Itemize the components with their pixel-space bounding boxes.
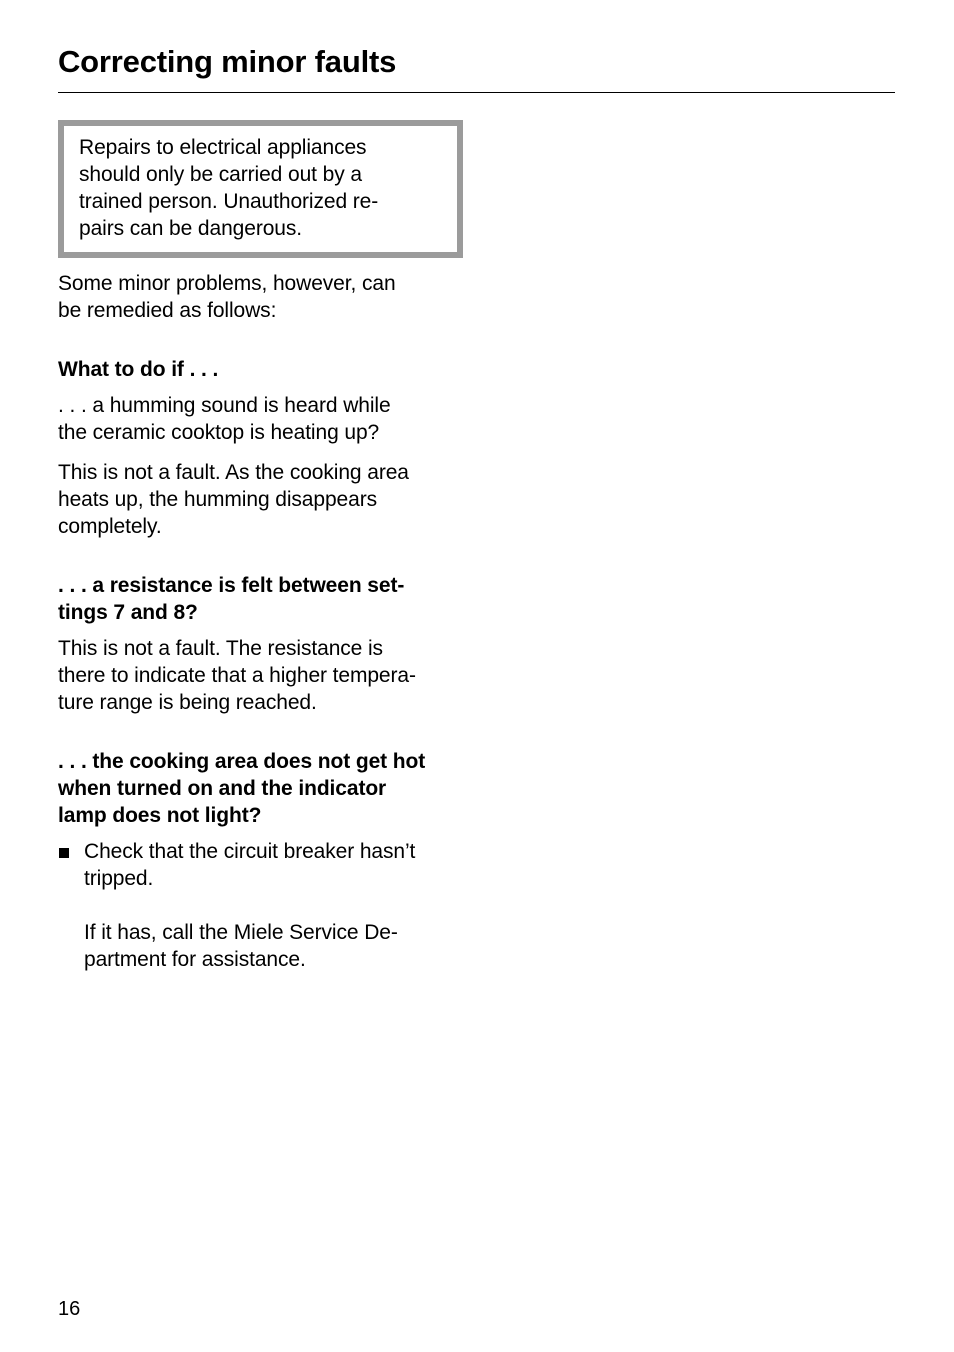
humming-question-line: the ceramic cooktop is heating up? bbox=[58, 421, 380, 444]
resistance-question-line: . . . a resistance is felt between set- bbox=[58, 574, 405, 597]
resistance-answer bbox=[58, 635, 463, 716]
followup-line: partment for assistance. bbox=[84, 948, 306, 971]
humming-answer-line: completely. bbox=[58, 515, 162, 538]
followup-line: If it has, call the Miele Service De- bbox=[84, 921, 398, 944]
circuit-breaker-bullet bbox=[58, 838, 463, 892]
warning-line: Repairs to electrical appliances bbox=[79, 136, 367, 159]
bullet-line: Check that the circuit breaker hasn’t bbox=[84, 840, 416, 863]
warning-box bbox=[58, 120, 463, 258]
intro-line: be remedied as follows: bbox=[58, 299, 277, 322]
humming-answer bbox=[58, 459, 463, 540]
warning-line: should only be carried out by a bbox=[79, 163, 362, 186]
not-hot-question-line: . . . the cooking area does not get hot bbox=[58, 750, 426, 773]
humming-question bbox=[58, 392, 463, 446]
resistance-answer-line: This is not a fault. The resistance is bbox=[58, 637, 383, 660]
humming-answer-line: heats up, the humming disappears bbox=[58, 488, 377, 511]
bullet-line: tripped. bbox=[84, 867, 154, 890]
not-hot-question bbox=[58, 748, 463, 829]
service-followup bbox=[58, 919, 463, 973]
intro-paragraph bbox=[58, 270, 463, 324]
not-hot-question-line: lamp does not light? bbox=[58, 804, 262, 827]
what-to-do-heading: What to do if . . . bbox=[58, 358, 219, 381]
warning-text bbox=[79, 134, 445, 242]
resistance-question bbox=[58, 572, 463, 626]
humming-answer-line: This is not a fault. As the cooking area bbox=[58, 461, 409, 484]
title-divider bbox=[58, 92, 895, 93]
bullet-square-icon bbox=[59, 848, 69, 858]
warning-line: trained person. Unauthorized re- bbox=[79, 190, 379, 213]
page-number: 16 bbox=[58, 1298, 81, 1320]
humming-question-line: . . . a humming sound is heard while bbox=[58, 394, 391, 417]
resistance-question-line: tings 7 and 8? bbox=[58, 601, 198, 624]
resistance-answer-line: there to indicate that a higher tempera- bbox=[58, 664, 416, 687]
intro-line: Some minor problems, however, can bbox=[58, 272, 396, 295]
content-column bbox=[58, 120, 463, 973]
page-title: Correcting minor faults bbox=[58, 44, 397, 79]
warning-line: pairs can be dangerous. bbox=[79, 217, 303, 240]
resistance-answer-line: ture range is being reached. bbox=[58, 691, 317, 714]
not-hot-question-line: when turned on and the indicator bbox=[58, 777, 387, 800]
